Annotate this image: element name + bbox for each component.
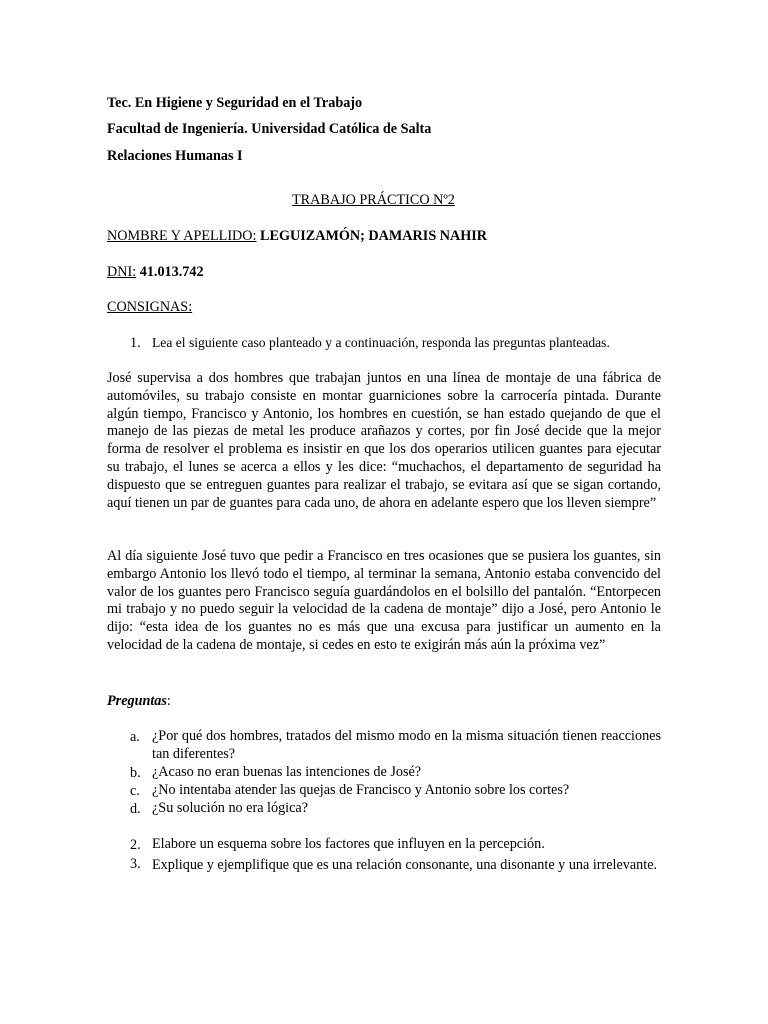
question-text: ¿Acaso no eran buenas las intenciones de José? <box>152 764 422 780</box>
question-text: ¿Por qué dos hombres, tratados del mismo modo en la misma situación tienen reacciones tan diferentes? <box>152 728 661 762</box>
header-course: Relaciones Humanas I <box>107 148 243 164</box>
student-dni-row <box>107 263 204 281</box>
student-dni-label: DNI: <box>107 264 137 280</box>
question-marker: a. <box>130 729 140 745</box>
preguntas-heading: Preguntas <box>107 693 167 709</box>
consigna-3-text: Explique y ejemplifique que es una relación consonante, una disonante y una irrelevante. <box>152 857 658 873</box>
preguntas-heading-row <box>107 692 171 710</box>
question-marker: d. <box>130 801 141 817</box>
consigna-3-number: 3. <box>130 856 141 872</box>
student-dni-value: 41.013.742 <box>136 264 204 280</box>
question-text: ¿Su solución no era lógica? <box>152 800 309 816</box>
header-program: Tec. En Higiene y Seguridad en el Trabajo <box>107 95 363 111</box>
student-name-label: NOMBRE Y APELLIDO: <box>107 228 257 244</box>
question-marker: c. <box>130 783 140 799</box>
student-name-value: LEGUIZAMÓN; DAMARIS NAHIR <box>256 228 488 244</box>
case-paragraph-1: José supervisa a dos hombres que trabajan juntos en una línea de montaje de una fábrica de automóviles, su trabajo consiste en montar guarniciones sobre la carrocería pintada. Durante algún tiempo, Francisco y Antonio, los hombres en cuestión, se han estado quejando de que el manejo de las piezas de metal les produce arañazos y cortes, por fin José decide que la mejor forma de resolver el problema es insistir en que los dos operarios utilicen guantes para ejecutar su trabajo, el lunes se acerca a ellos y les dice: “muchachos, el departamento de seguridad ha dispuesto que se entreguen guantes para realizar el trabajo, se evitara así que se sigan cortando, aquí tienen un par de guantes para cada uno, de ahora en adelante espero que los lleven siempre” <box>107 370 661 511</box>
consigna-1-number: 1. <box>130 335 141 351</box>
case-paragraph-2: Al día siguiente José tuvo que pedir a Francisco en tres ocasiones que se pusiera los guantes, sin embargo Antonio los llevó todo el tiempo, al terminar la semana, Antonio estaba convencido del valor de los guantes pero Francisco seguía guardándolos en el bolsillo del pantalón. “Entorpecen mi trabajo y no puedo seguir la velocidad de la cadena de montaje” dijo a José, pero Antonio le dijo: “esta idea de los guantes no es más que una excusa para justificar un aumento en la velocidad de la cadena de montaje, si cedes en esto te exigirán más aún la próxima vez” <box>107 548 661 653</box>
document-title: TRABAJO PRÁCTICO Nº2 <box>292 192 455 208</box>
preguntas-colon: : <box>166 693 171 709</box>
consigna-1-text: Lea el siguiente caso planteado y a continuación, responda las preguntas planteadas. <box>152 335 610 350</box>
student-name-row <box>107 227 487 245</box>
question-marker: b. <box>130 765 141 781</box>
question-text: ¿No intentaba atender las quejas de Francisco y Antonio sobre los cortes? <box>152 782 570 798</box>
header-faculty: Facultad de Ingeniería. Universidad Católica de Salta <box>107 121 432 137</box>
consigna-2-text: Elabore un esquema sobre los factores que influyen en la percepción. <box>152 836 545 852</box>
consignas-heading: CONSIGNAS: <box>107 299 193 315</box>
consigna-2-number: 2. <box>130 837 141 853</box>
